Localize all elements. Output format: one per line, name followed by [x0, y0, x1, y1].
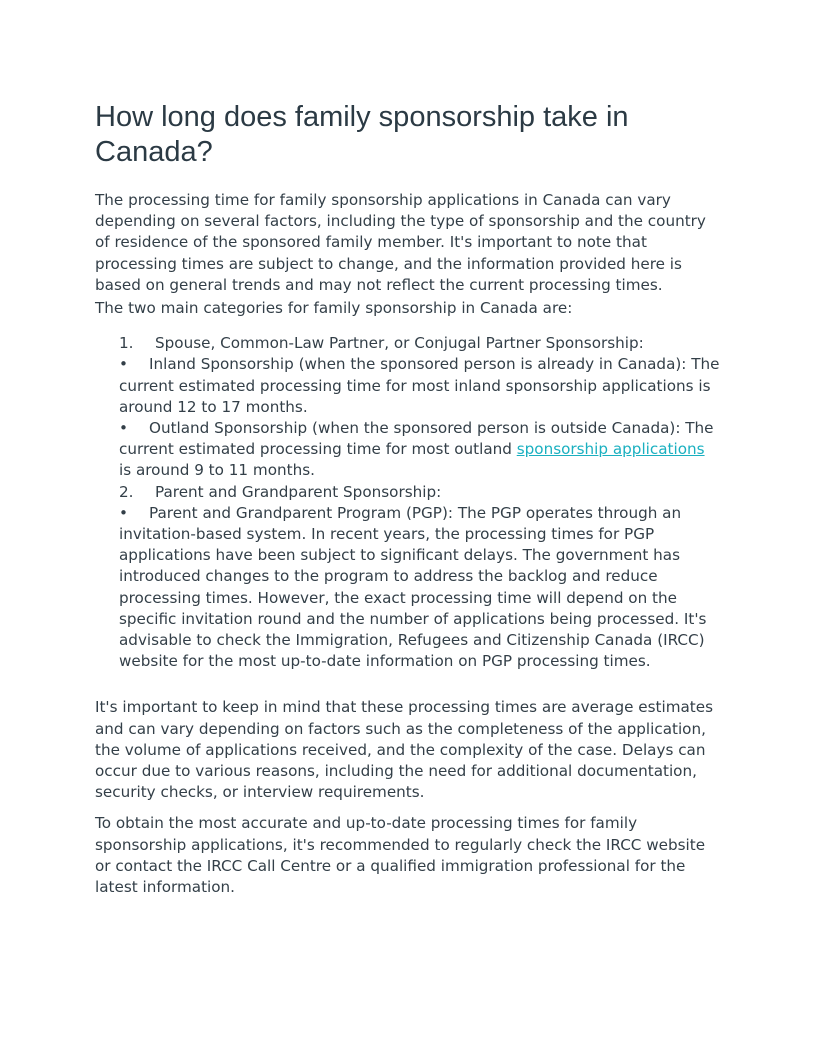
inland-text: Inland Sponsorship (when the sponsored person is already in Canada): The current estimated processing time for most inland sponsorship applications is around 12 to 17 months. [119, 355, 720, 416]
page-title: How long does family sponsorship take in Canada? [95, 101, 629, 168]
sponsorship-categories-list [119, 333, 720, 672]
list-item-inland [119, 354, 720, 418]
obtain-info-paragraph: To obtain the most accurate and up-to-date processing times for family sponsorship applications, it's recommended to regularly check the IRCC website or contact the IRCC Call Centre or a qualified immigration professional for the latest information. [95, 814, 706, 897]
list-item-pgp [119, 503, 720, 673]
list-item-outland [119, 418, 720, 482]
categories-intro-paragraph: The two main categories for family sponsorship in Canada are: [95, 299, 573, 318]
outland-text-before: Outland Sponsorship (when the sponsored person is outside Canada): The current estimated processing time for most outland [119, 419, 714, 459]
list-item-2-heading [119, 482, 720, 503]
keep-in-mind-paragraph: It's important to keep in mind that these processing times are average estimates and can vary depending on factors such as the completeness of the application, the volume of applications received, and the complexity of the case. Delays can occur due to various reasons, including the need for additional documentation, security checks, or interview requirements. [95, 698, 714, 802]
pgp-text: Parent and Grandparent Program (PGP): The PGP operates through an invitation-based system. In recent years, the processing times for PGP applications have been subject to significant delays. The government has introduced changes to the program to address the backlog and reduce processing times. However, the exact processing time will depend on the specific invitation round and the number of applications being processed. It's advisable to check the Immigration, Refugees and Citizenship Canada (IRCC) website for the most up-to-date information on PGP processing times. [119, 503, 707, 671]
list-heading-text: Parent and Grandparent Sponsorship: [155, 482, 442, 501]
list-item-1-heading [119, 333, 720, 354]
bullet-icon: • [119, 419, 128, 438]
list-number: 1. [119, 334, 134, 353]
intro-paragraph: The processing time for family sponsorship applications in Canada can vary depending on several factors, including the type of sponsorship and the country of residence of the sponsored family member. It's important to note that processing times are subject to change, and the information provided here is based on general trends and may not reflect the current processing times. [95, 191, 706, 294]
sponsorship-applications-link[interactable]: sponsorship applications [516, 440, 705, 459]
list-heading-text: Spouse, Common-Law Partner, or Conjugal Partner Sponsorship: [155, 334, 644, 353]
list-number: 2. [119, 482, 134, 501]
outland-text-after: is around 9 to 11 months. [119, 461, 315, 480]
bullet-icon: • [119, 355, 128, 374]
document-page [95, 100, 720, 898]
bullet-icon: • [119, 503, 128, 522]
